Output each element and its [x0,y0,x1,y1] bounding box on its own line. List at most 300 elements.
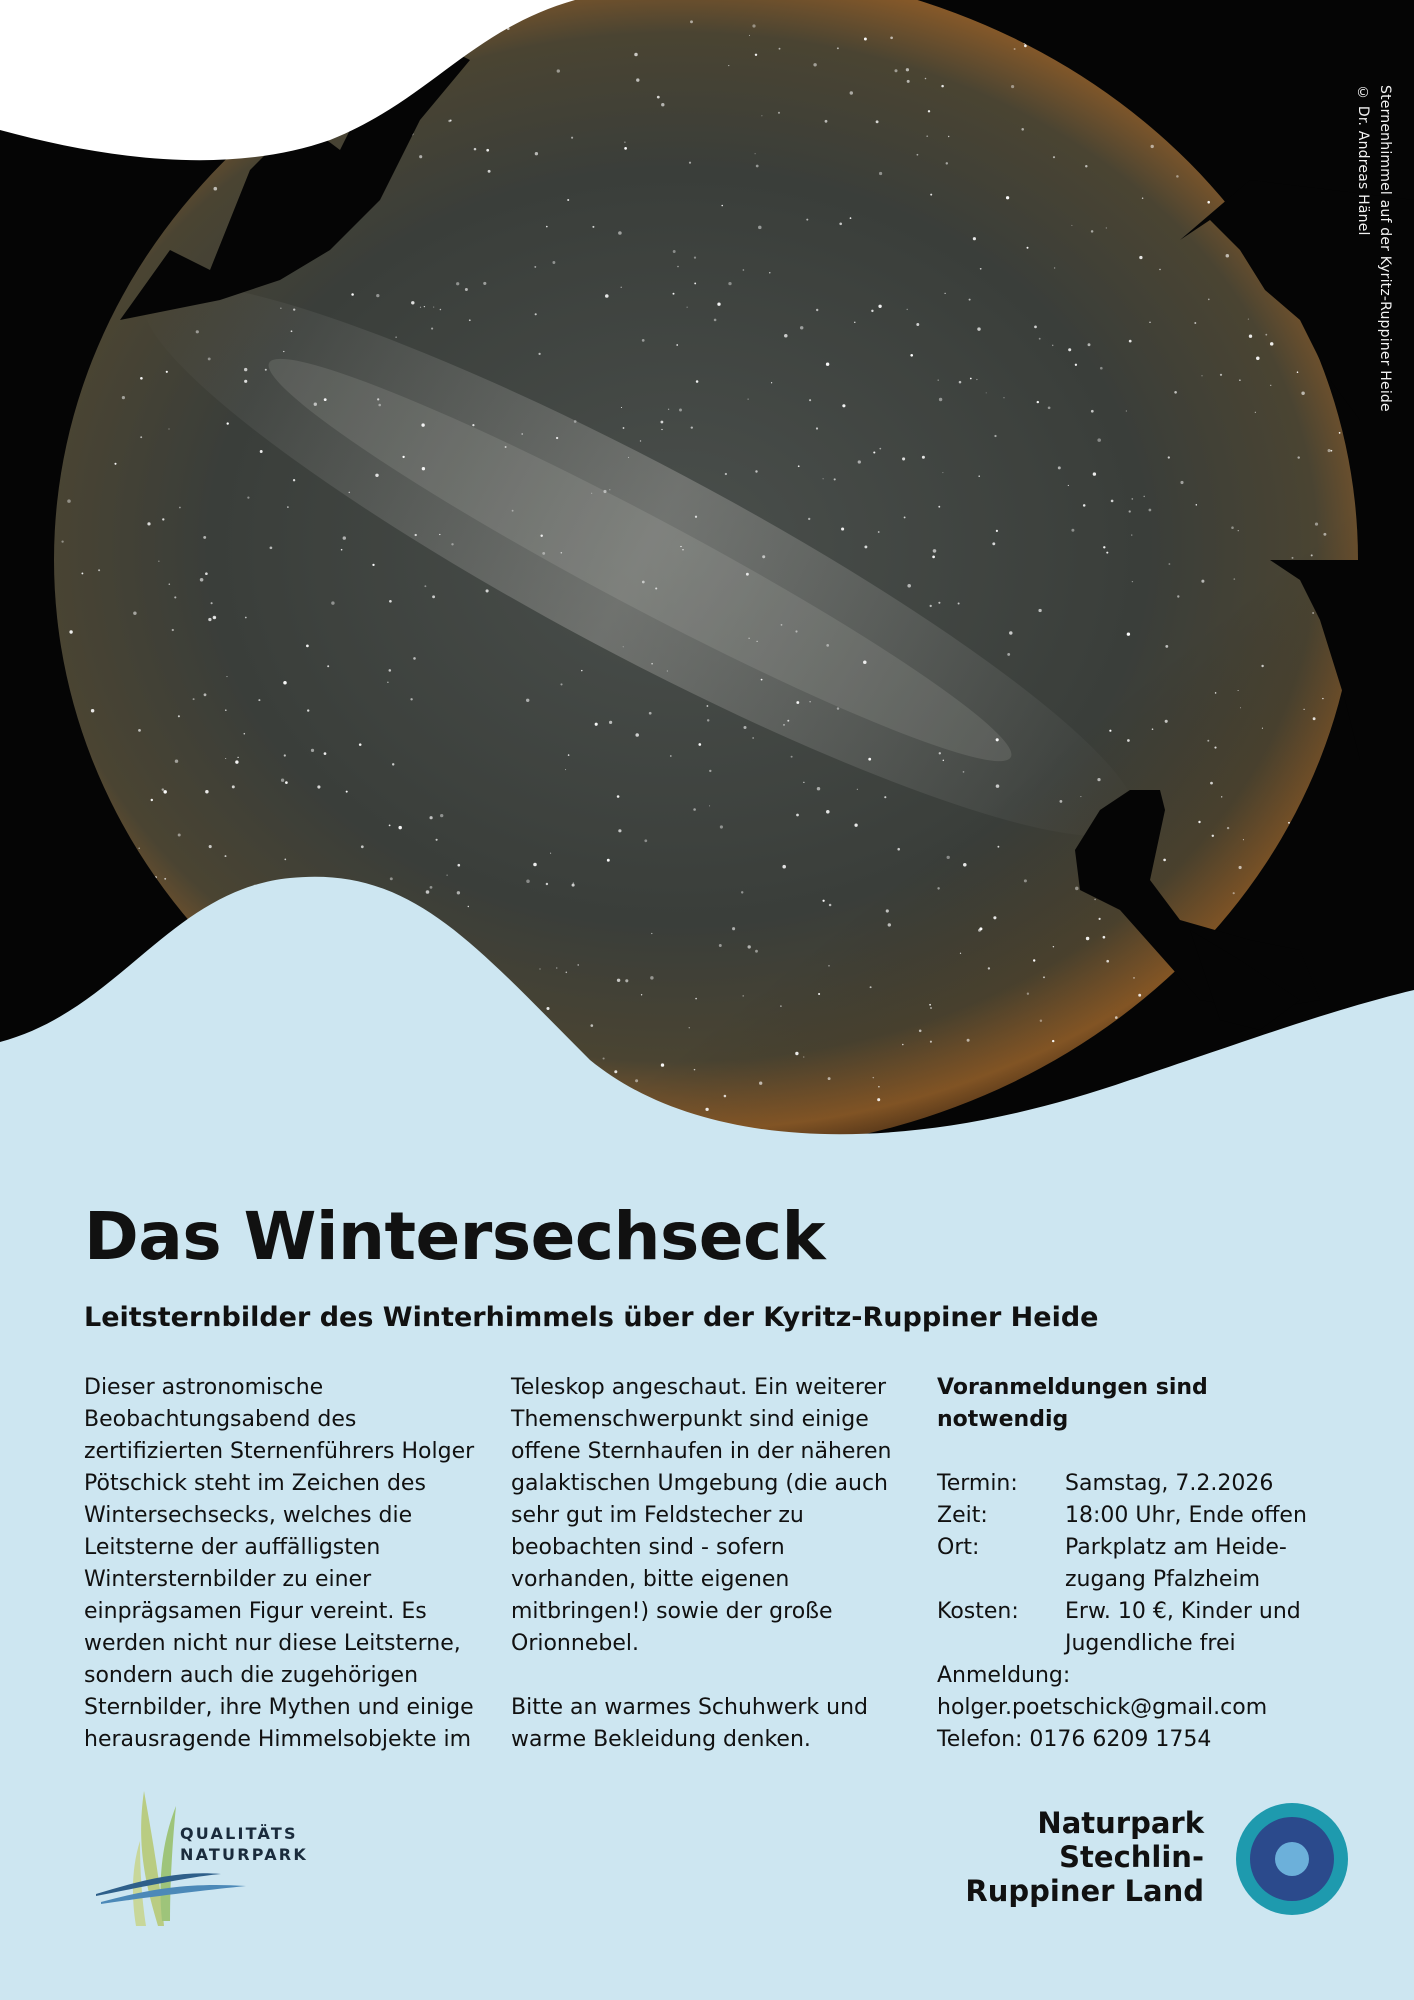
star [1210,782,1213,785]
star [372,564,374,566]
star [359,743,362,746]
star [854,824,857,827]
star [1312,612,1314,614]
star [526,880,530,884]
star [617,795,620,798]
star [1180,481,1183,484]
star [421,423,424,426]
star [928,110,930,112]
star [1075,887,1079,891]
star [676,344,678,346]
star [172,629,174,631]
star [114,463,116,465]
star [456,282,459,285]
star [556,967,557,968]
star [1208,299,1210,301]
star [208,618,211,621]
star [410,698,412,700]
star [755,54,757,56]
star [779,48,781,50]
star [919,1030,922,1033]
star [621,407,622,408]
star [1068,485,1069,486]
star [841,527,844,530]
star [1221,796,1222,797]
star [1086,937,1089,940]
star [440,309,442,311]
star [1129,340,1132,343]
star [977,327,980,330]
star [1177,595,1179,597]
star [996,784,1000,788]
star [540,535,542,537]
star [696,380,699,383]
star [809,399,811,401]
star [963,863,967,867]
star [673,293,675,295]
photo-credit-caption: Sternenhimmel auf der Kyritz-Ruppiner Heide [1377,85,1393,412]
star [560,683,562,685]
star [709,805,710,806]
star [324,398,327,401]
star [133,611,136,614]
star [878,531,880,533]
star [1176,175,1179,178]
star [306,645,309,648]
star [244,368,247,371]
star [196,330,199,333]
star [572,884,575,887]
star [783,724,785,726]
star [873,451,875,453]
star [1109,730,1111,732]
star [834,478,836,480]
star [925,78,927,80]
star [759,1082,762,1085]
star [863,660,867,664]
star [1201,375,1202,376]
page-title: Das Wintersechseck [84,1198,826,1275]
star [1080,796,1081,797]
star [932,556,935,559]
star [209,845,212,848]
star [978,475,979,476]
star [98,569,100,571]
star [761,679,763,681]
star [1007,653,1010,656]
star [742,995,744,997]
star [1256,357,1260,361]
star [1100,367,1103,370]
star [1304,709,1305,710]
star [225,855,227,857]
star [415,534,417,536]
info-value: Samstag, 7.2.2026 [1065,1471,1274,1496]
star [1099,918,1101,920]
star [761,115,762,116]
star [917,154,919,156]
naturpark-line-3: Ruppiner Land [965,1874,1204,1908]
info-value: Parkplatz am Heide-zugang Pfalzheim [1065,1535,1287,1592]
star [1261,665,1263,667]
star [67,499,71,503]
star [926,135,928,137]
star [69,630,72,633]
star [431,328,433,330]
star [542,552,545,555]
star [61,540,63,542]
star [695,998,697,1000]
star [603,1057,605,1059]
star [1038,609,1041,612]
star [1149,322,1150,323]
star [1052,345,1053,346]
star [904,516,906,518]
star [422,467,425,470]
star [850,217,852,219]
star [828,965,830,967]
star [752,24,755,27]
star [533,863,537,867]
star [390,877,393,880]
star [424,306,425,307]
star [457,864,460,867]
star [430,816,433,819]
star [930,1041,932,1043]
naturpark-name [965,1806,1204,1908]
star [486,589,489,592]
star [1234,578,1236,580]
star [465,288,468,291]
star [1207,201,1210,204]
star [939,398,942,401]
star [886,909,889,912]
star [651,933,652,934]
star [644,839,647,842]
star [721,205,723,207]
star [636,78,639,81]
star [695,516,697,518]
star [1163,859,1166,862]
star [698,743,701,746]
star [595,723,598,726]
star [979,927,982,930]
star [162,788,164,790]
body-paragraph: Teleskop angeschaut. Ein weiterer Themenschwerpunkt sind einige offene Sternhaufen in der näheren galaktischen Umgebung (die auch sehr gut im Feldstecher zu beobachten sind - sofern vorhanden, bitte eigenen mitbringen!) sowie der große Orionnebel. [511,1375,892,1656]
star [1301,392,1304,395]
star [1143,496,1145,498]
star [203,536,206,539]
star [623,646,624,647]
star [237,757,238,758]
star [769,272,770,273]
star [680,546,681,547]
page-subtitle: Leitsternbilder des Winterhimmels über der Kyritz-Ruppiner Heide [84,1302,1099,1333]
star [673,250,676,253]
star [748,638,749,639]
star [293,308,295,310]
star [1198,821,1200,823]
star [314,403,317,406]
star [1212,835,1214,837]
star [1106,227,1107,228]
qualitaets-line-1: QUALITÄTS [180,1824,298,1843]
star [897,848,900,851]
star [930,1007,932,1009]
star [826,810,830,814]
photo-credit [1352,85,1396,412]
star [468,906,469,907]
info-value: 18:00 Uhr, Ende offen [1065,1503,1307,1528]
star [1083,504,1086,507]
info-label: Termin: [937,1471,1018,1496]
star [996,738,999,741]
star [857,789,858,790]
body-paragraph: Bitte an warmes Schuhwerk und warme Bekleidung denken. [511,1695,869,1752]
star [581,670,582,671]
star [1240,707,1241,708]
star [640,440,641,441]
star [691,426,693,428]
star [822,900,824,902]
star [535,313,537,315]
star [426,890,430,894]
star [378,404,381,407]
star [205,572,208,575]
star [762,555,765,558]
star [1103,546,1105,548]
star [1239,866,1242,869]
star [724,1095,727,1098]
star [986,392,987,393]
star [803,1056,804,1057]
star [469,319,471,321]
star [795,1052,798,1055]
star [280,308,281,309]
star [930,605,932,607]
star [755,153,756,154]
star [625,979,628,982]
star [741,891,743,893]
star [1168,456,1170,458]
star [1339,432,1341,434]
star [651,663,653,665]
star [623,427,625,429]
info-row-ort [937,1532,1337,1596]
star [1024,45,1027,48]
star [694,1069,696,1071]
star [635,1079,638,1082]
star [451,543,453,545]
star [973,237,976,240]
star [1288,822,1290,824]
star [818,993,820,995]
star [878,305,881,308]
star [607,859,610,862]
star [1194,322,1196,324]
star [650,976,653,979]
star [546,883,548,885]
star [1165,720,1168,723]
star [430,886,433,889]
star [828,1077,831,1080]
star [398,826,401,829]
star [749,35,750,36]
star [725,473,727,475]
star [293,479,295,481]
star [561,552,563,554]
star [871,310,873,312]
star [1091,230,1094,233]
star [1006,196,1009,199]
star [178,715,180,717]
naturpark-line-1: Naturpark [1037,1806,1204,1840]
star [870,986,872,988]
star [247,496,249,498]
star [151,799,153,801]
star [574,420,577,423]
star [1111,500,1114,503]
star [1127,739,1130,742]
star [682,549,683,550]
star [327,665,329,667]
star [902,457,905,460]
star [642,581,645,584]
star [566,972,568,974]
star [864,38,867,41]
star [922,456,925,459]
star [884,796,886,798]
star [546,226,548,228]
info-label: Ort: [937,1535,980,1560]
star [539,968,540,969]
star [546,1007,549,1010]
star [505,446,507,448]
star [200,578,204,582]
star [1270,342,1274,346]
star [624,141,625,142]
registration-email[interactable]: holger.poetschick@gmail.com [937,1695,1268,1720]
star [837,707,839,709]
star [661,1063,664,1066]
star [1220,374,1222,376]
star [992,542,995,545]
star [707,705,709,707]
star [755,470,757,472]
star [1262,728,1263,729]
star [179,507,181,509]
star [864,545,867,548]
star [878,1086,880,1088]
star [590,1024,593,1027]
star [413,657,416,660]
star [758,226,762,230]
star [947,856,950,859]
star [660,421,663,424]
star [993,916,996,919]
star [178,834,181,837]
star [457,891,460,894]
star [512,510,514,512]
info-row-termin [937,1468,1337,1500]
star [1196,504,1197,505]
star [746,573,749,576]
star [609,489,610,490]
star [535,152,538,155]
star [850,91,853,94]
star [1201,580,1204,583]
star [967,1039,970,1042]
star [969,299,971,301]
star [1215,692,1217,694]
star [1103,936,1106,939]
star [534,266,536,268]
star [420,307,421,308]
naturpark-logo-icon [1236,1803,1348,1915]
star [205,790,208,793]
star [174,596,176,598]
star [1133,977,1135,979]
star [858,460,861,463]
star [140,377,143,380]
star [1091,410,1094,413]
star [448,120,450,122]
star [879,448,881,450]
star [1097,438,1101,442]
star [714,319,717,322]
star [166,371,168,373]
star [244,733,246,735]
star [817,787,820,790]
star [679,409,682,412]
star [91,709,94,712]
star [1131,535,1132,536]
star [346,791,348,793]
star [1021,128,1024,131]
star [567,199,569,201]
star [635,733,639,737]
star [667,670,668,671]
star [1053,156,1055,158]
star [472,424,474,426]
star [938,379,939,380]
star [402,456,404,458]
star [1097,778,1100,781]
star [235,760,238,763]
star [1034,326,1037,329]
star [556,437,558,439]
star [432,595,435,598]
star [395,337,396,338]
star [976,379,977,380]
info-column [937,1372,1337,1756]
star [1311,554,1313,556]
star [204,693,207,696]
star [649,712,652,715]
photo-credit-author: © Dr. Andreas Hänel [1355,85,1371,236]
star [169,583,171,585]
registration-label: Anmeldung: [937,1663,1071,1688]
star [265,369,267,371]
star [795,630,797,632]
star [842,404,845,407]
star [214,187,218,191]
star [890,36,893,39]
star [621,287,622,288]
star [941,85,944,88]
star [285,781,288,784]
star [879,172,882,175]
